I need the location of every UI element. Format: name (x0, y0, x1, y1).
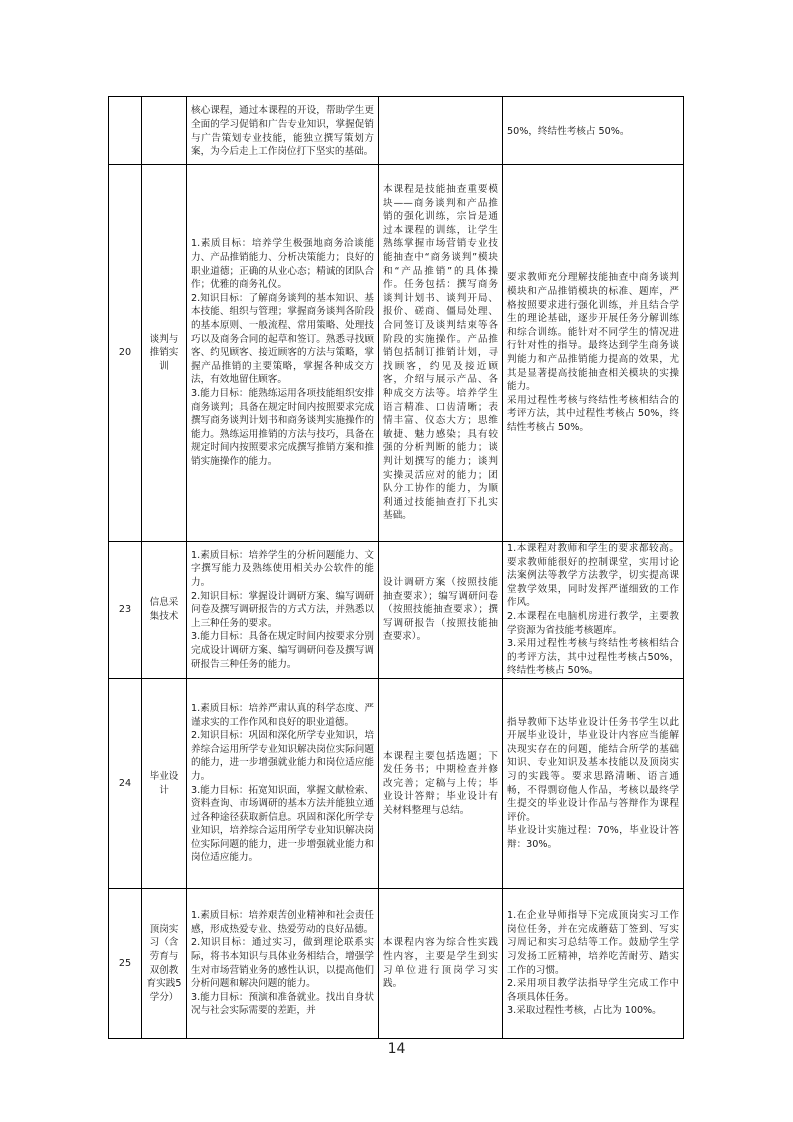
teaching-requirements (503, 679, 684, 889)
table-row (109, 97, 684, 165)
course-goals-text: 1.素质目标：培养学生极强地商务洽谈能力、产品推销能力、分析决策能力；良好的职业道德；正确的从业心态；精诚的团队合作；优雅的商务礼仪。 2.知识目标：了解商务谈判的基本知识、基本技能、组织与管理；掌握商务谈判各阶段的基本原则、一般流程、常用策略、处理技巧以及商务合同的起草和签订。熟悉寻找顾客、约见顾客、接近顾客的方法与策略，掌握产品推销的主要策略，掌握各种成交方法，有效地留住顾客。 3.能力目标：能熟练运用各项技能组织安排商务谈判；具备在规定时间内按照要求完成撰写商务谈判计划书和商务谈判实施操作的能力。熟练运用推销的方法与技巧，具备在规定时间内按照要求完成撰写推销方案和推销实施操作的能力。 (191, 238, 374, 467)
course-goals-text: 1.素质目标：培养严肃认真的科学态度、严谨求实的工作作风和良好的职业道德。 2.知识目标：巩固和深化所学专业知识，培养综合运用所学专业知识解决岗位实际问题的能力，进一步增强就业能力和岗位适应能力。 3.能力目标：拓宽知识面，掌握文献检索、资料查询、市场调研的基本方法并能独立通过各种途径获取新信息。巩固和深化所学专业知识，培养综合运用所学专业知识解决岗位实际问题的能力，进一步增强就业能力和岗位适应能力。 (191, 702, 374, 864)
teaching-requirements-text: 指导教师下达毕业设计任务书学生以此开展毕业设计，毕业设计内容应当能解决现实存在的问题，能结合所学的基础知识、专业知识及基本技能以及顶岗实习的实践等。要求思路清晰、语言通畅，不得剽窃他人作品，考核以最终学生提交的毕业设计作品与答辩作为课程评价。 毕业设计实施过程：70%，毕业设计答辩：30%。 (507, 716, 679, 850)
course-content-text: 本课程内容为综合性实践性内容，主要是学生到实习单位进行顶岗学习实践。 (383, 937, 498, 990)
course-goals-text: 1.素质目标：培养艰苦创业精神和社会责任感，形成热爱专业、热爱劳动的良好品德。 2.知识目标：通过实习，做到理论联系实际，将书本知识与具体业务相结合，增强学生对市场营销业务的感性认识，以提高他们分析问题和解决问题的能力。 3.能力目标：预演和准备就业。找出自身状况与社会实际需要的差距，并 (191, 910, 374, 1017)
page-number: 14 (387, 1041, 406, 1057)
course-content (379, 679, 503, 889)
course-goals-text: 1.素质目标：培养学生的分析问题能力、文字撰写能力及熟练使用相关办公软件的能力。 2.知识目标：掌握设计调研方案、编写调研问卷及撰写调研报告的方式方法，并熟悉以上三种任务的要求。 3.能力目标：具备在规定时间内按要求分别完成设计调研方案、编写调研问卷及撰写调研报告三种任务的能力。 (191, 549, 374, 670)
teaching-requirements (503, 97, 684, 165)
course-content (379, 889, 503, 1039)
teaching-requirements-text: 1.在企业导师指导下完成顶岗实习工作岗位任务，并在完成蘑菇丁签到、写实习周记和实习总结等工作。鼓励学生学习发扬工匠精神，培养吃苦耐劳、踏实工作的习惯。 2.采用项目教学法指导学生完成工作中各项具体任务。 3.采取过程性考核，占比为 100%。 (507, 910, 679, 1017)
course-content-text: 设计调研方案（按照技能抽查要求）；编写调研问卷（按照技能抽查要求）；撰写调研报告（按照技能抽查要求）。 (383, 577, 498, 643)
teaching-requirements-text: 1.本课程对教师和学生的要求都较高。要求教师能很好的控制课堂，实用讨论法案例法等教学方法教学，切实提高课堂教学效果，同时发挥严谨细致的工作作风。 2.本课程在电脑机房进行教学，主要教学资源为省技能考核题库。 3.采用过程性考核与终结性考核相结合的考评方法，其中过程性考核占50%，终结性考核占 50%。 (507, 543, 679, 677)
teaching-requirements (503, 165, 684, 542)
course-name (142, 97, 187, 165)
course-content (379, 97, 503, 165)
table-row (109, 889, 684, 1039)
course-content-text: 本课程是技能抽查重要模块——商务谈判和产品推销的强化训练，宗旨是通过本课程的训练，让学生熟练掌握市场营销专业技能抽查中“商务谈判”模块和“产品推销”的具体操作。任务包括：撰写商务谈判计划书、谈判开局、报价、磋商、僵局处理、合同签订及谈判结束等各阶段的实施操作。产品推销包括制订推销计划，寻找顾客，约见及接近顾客，介绍与展示产品、各种成交方法等。培养学生语言精准、口齿清晰；表情丰富、仪态大方；思维敏捷、魅力感染；具有较强的分析判断的能力；谈判计划撰写的能力；谈判实操灵活应对的能力；团队分工协作的能力，为顺利通过技能抽查打下扎实基础。 (383, 184, 498, 522)
row-number: 23 (109, 542, 142, 679)
course-goals (187, 679, 379, 889)
course-goals (187, 97, 379, 165)
course-content (379, 542, 503, 679)
row-number: 20 (109, 165, 142, 542)
row-number: 25 (109, 889, 142, 1039)
course-goals-text: 核心课程，通过本课程的开设，帮助学生更全面的学习促销和广告专业知识，掌握促销与广告策划专业技能，能独立撰写策划方案，为今后走上工作岗位打下坚实的基础。 (191, 105, 374, 158)
course-name: 谈判与推销实训 (142, 165, 187, 542)
course-name: 毕业设计 (142, 679, 187, 889)
table-row (109, 679, 684, 889)
course-content (379, 165, 503, 542)
course-goals (187, 165, 379, 542)
course-name: 顶岗实习（含劳育与双创教育实践5学分） (142, 889, 187, 1039)
teaching-requirements (503, 889, 684, 1039)
table-row (109, 542, 684, 679)
course-goals (187, 889, 379, 1039)
course-content-text: 本课程主要包括选题；下发任务书；中期检查并修改完善；定稿与上传；毕业设计答辩；毕业设计有关材料整理与总结。 (383, 750, 498, 816)
curriculum-table (108, 96, 684, 1039)
teaching-requirements-text: 50%，终结性考核占 50%。 (507, 125, 630, 137)
course-goals (187, 542, 379, 679)
row-number: 24 (109, 679, 142, 889)
teaching-requirements-text: 要求教师充分理解技能抽查中商务谈判模块和产品推销模块的标准、题库，严格按照要求进行强化训练，并且结合学生的理论基础，逐步开展任务分解训练和综合训练。能针对不同学生的情况进行针对性的指导。最终达到学生商务谈判能力和产品推销能力提高的效果，尤其是显著提高技能抽查相关模块的实操能力。 采用过程性考核与终结性考核相结合的考评方法，其中过程性考核占 50%，终结性考核占 50%。 (507, 272, 679, 433)
teaching-requirements (503, 542, 684, 679)
course-name: 信息采集技术 (142, 542, 187, 679)
row-number (109, 97, 142, 165)
table-row (109, 165, 684, 542)
